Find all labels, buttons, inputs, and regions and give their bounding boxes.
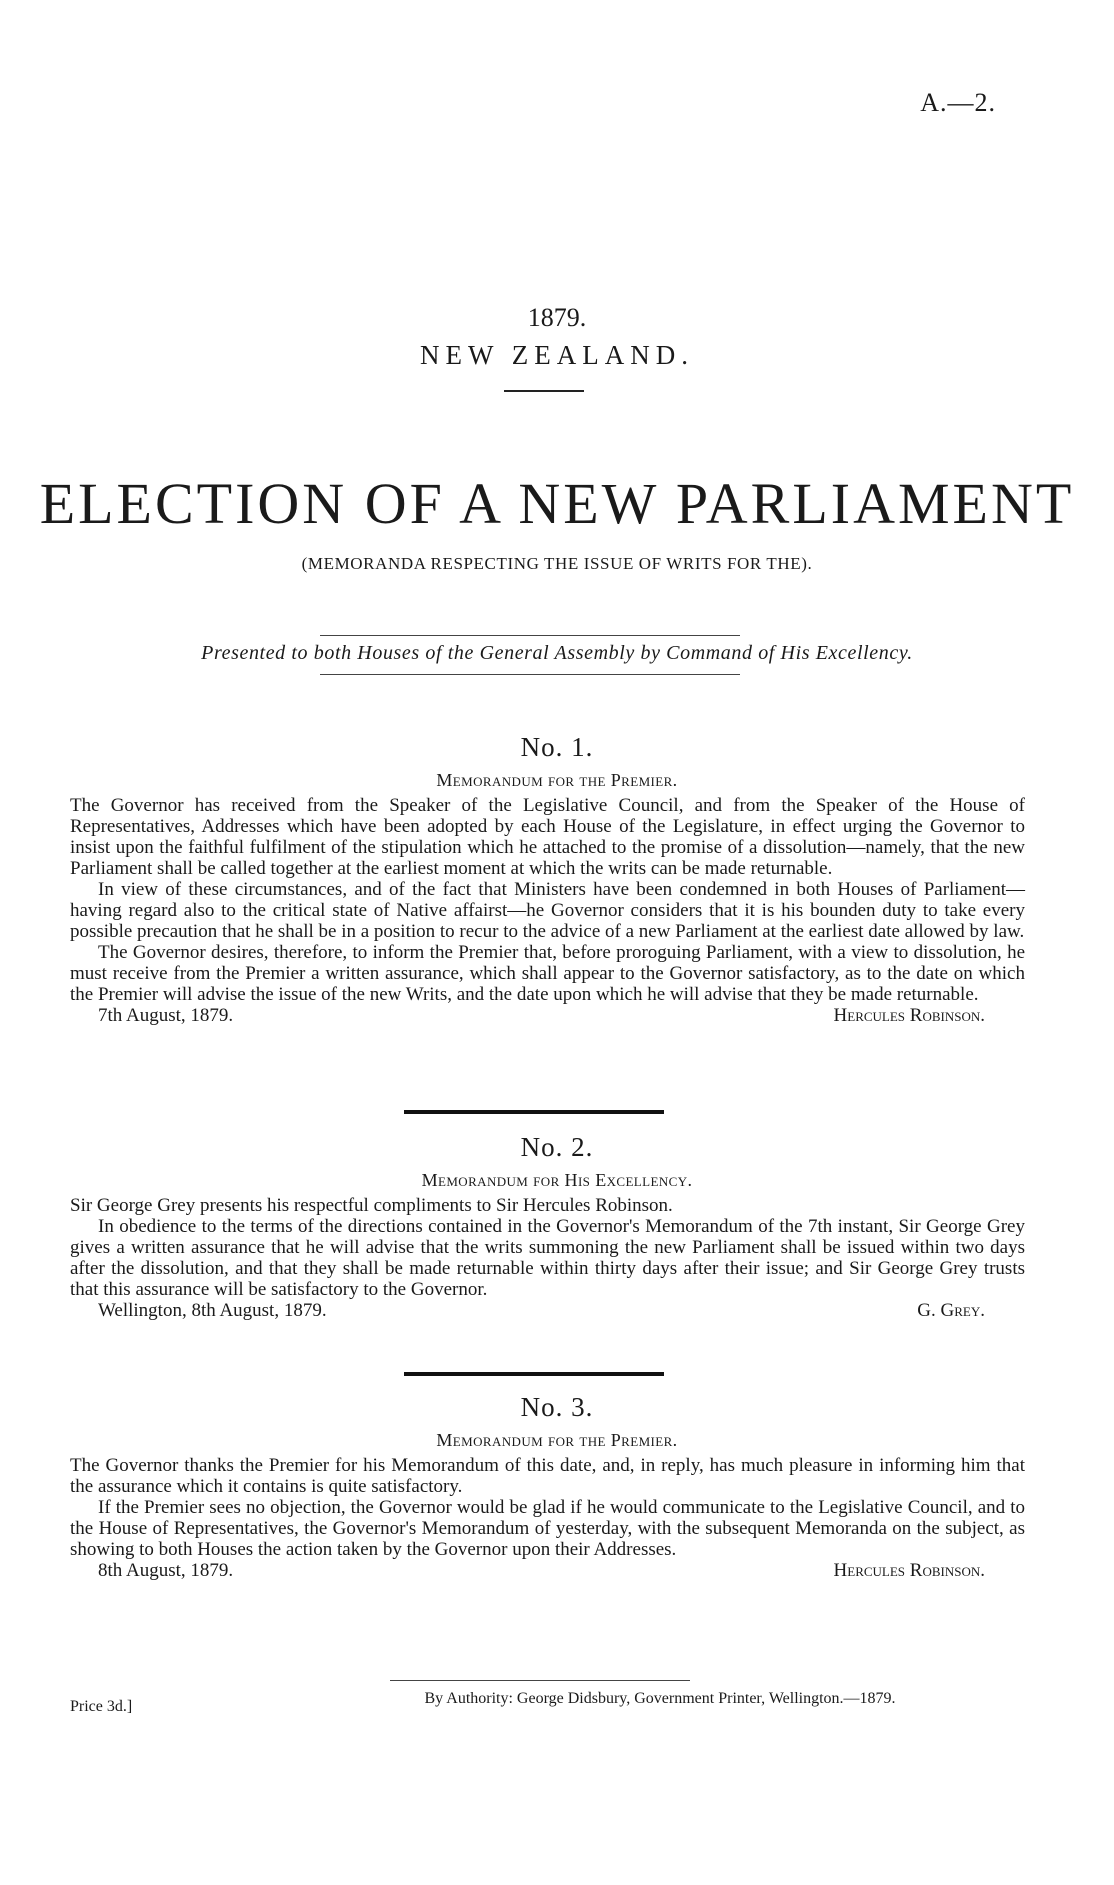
memo-1-heading: Memorandum for the Premier. bbox=[436, 770, 678, 790]
memo-2-paragraph: Sir George Grey presents his respectful compliments to Sir Hercules Robinson. bbox=[70, 1195, 673, 1216]
memo-2-paragraph: In obedience to the terms of the directions contained in the Governor's Memorandum of the 7th instant, Sir George Grey gives a written assurance that he will advise that the writs summoning the new Parliament shall be issued within two days after the dissolution, and that they shall be made returnable within thirty days after their issue; and Sir George Grey trusts that this assurance will be satisfactory to the Governor. bbox=[70, 1216, 1025, 1300]
memo-1-paragraph: The Governor desires, therefore, to inform the Premier that, before proroguing Parliament, with a view to dissolution, he must receive from the Premier a written assurance, which shall appear to the Governor satisfactory, as to the date on which the Premier will advise the issue of the new Writs, and the date upon which he will advise that they be made returnable. bbox=[70, 942, 1025, 1005]
section-divider bbox=[404, 1110, 664, 1114]
presented-line: Presented to both Houses of the General Assembly by Command of His Excellency. bbox=[201, 642, 913, 664]
page-subtitle: (MEMORANDA RESPECTING THE ISSUE OF WRITS FOR THE). bbox=[301, 554, 813, 573]
memo-3-number: No. 3. bbox=[520, 1392, 594, 1422]
document-reference: A.—2. bbox=[920, 88, 996, 117]
memo-1-signature: Hercules Robinson. bbox=[833, 1005, 985, 1026]
memo-3-paragraph: The Governor thanks the Premier for his Memorandum of this date, and, in reply, has much pleasure in informing him that the assurance which it contains is quite satisfactory. bbox=[70, 1455, 1025, 1497]
memo-2-signature: G. Grey. bbox=[917, 1300, 985, 1321]
memo-3-paragraph: If the Premier sees no objection, the Governor would be glad if he would communicate to the Legislative Council, and to the House of Representatives, the Governor's Memorandum of yesterday, with the subsequent Memoranda on the subject, as showing to both Houses the action taken by the Governor upon their Addresses. bbox=[70, 1497, 1025, 1560]
memo-3-date: 8th August, 1879. bbox=[98, 1560, 234, 1581]
printer-authority: By Authority: George Didsbury, Government Printer, Wellington.—1879. bbox=[424, 1690, 896, 1707]
memo-2-date: Wellington, 8th August, 1879. bbox=[98, 1300, 327, 1321]
section-divider bbox=[404, 1372, 664, 1376]
memo-1-date: 7th August, 1879. bbox=[98, 1005, 234, 1026]
document-year: 1879. bbox=[527, 303, 587, 332]
memo-1-paragraph: In view of these circumstances, and of the fact that Ministers have been condemned in both Houses of Parliament—having regard also to the critical state of Native affairst—he Governor considers that it is his bounden duty to take every possible precaution that he shall be in a position to recur to the advice of a new Parliament at the earliest date allowed by law. bbox=[70, 879, 1025, 942]
memo-2-heading: Memorandum for His Excellency. bbox=[421, 1170, 693, 1190]
divider bbox=[320, 674, 740, 675]
footer-divider bbox=[390, 1680, 690, 1681]
memo-1-number: No. 1. bbox=[520, 732, 594, 762]
memo-2-number: No. 2. bbox=[520, 1132, 594, 1162]
divider bbox=[320, 635, 740, 636]
divider bbox=[504, 390, 584, 392]
memo-1-body bbox=[70, 795, 1025, 1026]
memo-3-signature: Hercules Robinson. bbox=[833, 1560, 985, 1581]
page-title: ELECTION OF A NEW PARLIAMENT bbox=[39, 471, 1075, 536]
memo-3-body bbox=[70, 1455, 1025, 1581]
price-label: Price 3d.] bbox=[70, 1698, 133, 1715]
memo-2-body bbox=[70, 1195, 1025, 1321]
document-country: NEW ZEALAND. bbox=[420, 340, 694, 370]
memo-3-heading: Memorandum for the Premier. bbox=[436, 1430, 678, 1450]
memo-1-paragraph: The Governor has received from the Speaker of the Legislative Council, and from the Speaker of the House of Representatives, Addresses which have been adopted by each House of the Legislature, in effect urging the Governor to insist upon the faithful fulfilment of the stipulation which he attached to the promise of a dissolution—namely, that the new Parliament shall be called together at the earliest moment at which the writs can be made returnable. bbox=[70, 795, 1025, 879]
